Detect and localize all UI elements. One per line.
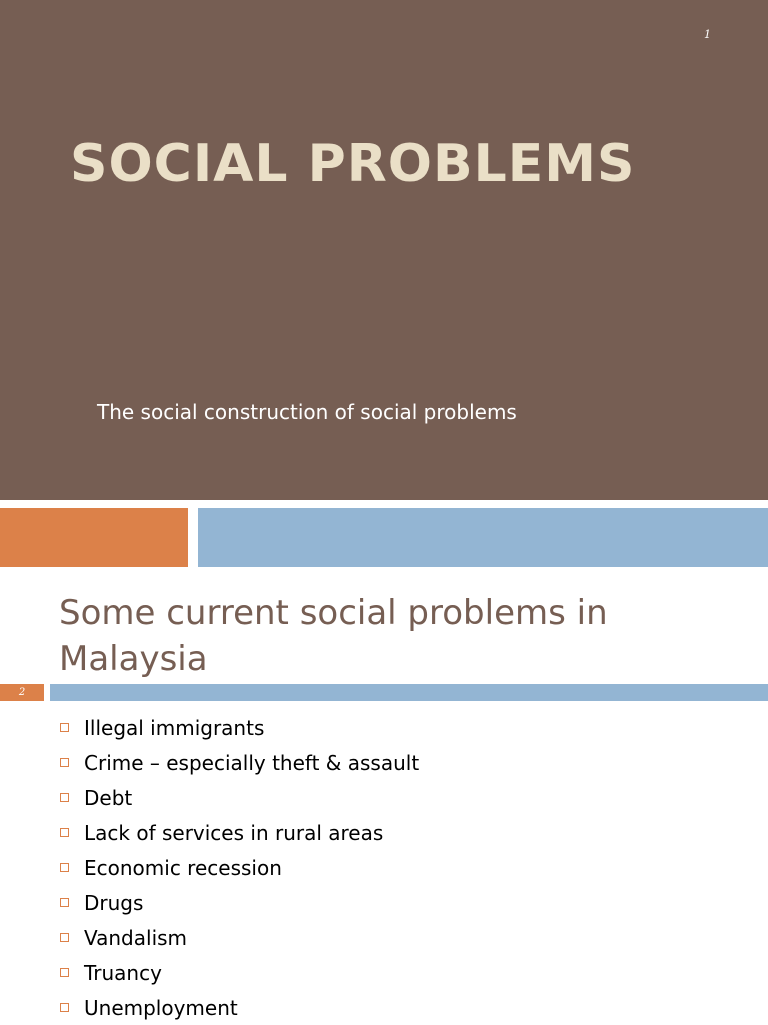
list-item (60, 955, 419, 990)
slide-divider (0, 500, 768, 508)
bullet-list (60, 710, 419, 1025)
slide-1 (0, 0, 768, 500)
list-item-text: Debt (84, 785, 133, 810)
list-item-text: Crime – especially theft & assault (84, 750, 420, 775)
square-bullet-icon (60, 898, 69, 907)
list-item (60, 815, 419, 850)
list-item (60, 885, 419, 920)
list-item-text: Unemployment (84, 995, 238, 1020)
list-item-text: Illegal immigrants (84, 715, 265, 740)
list-item (60, 780, 419, 815)
square-bullet-icon (60, 828, 69, 837)
square-bullet-icon (60, 1003, 69, 1012)
list-item (60, 745, 419, 780)
square-bullet-icon (60, 863, 69, 872)
slide-2-number: 2 (0, 684, 44, 701)
square-bullet-icon (60, 723, 69, 732)
square-bullet-icon (60, 793, 69, 802)
square-bullet-icon (60, 968, 69, 977)
list-item (60, 920, 419, 955)
list-item (60, 710, 419, 745)
slide-number: 1 (704, 28, 711, 41)
list-item (60, 850, 419, 885)
list-item (60, 990, 419, 1025)
slide-title: SOCIAL PROBLEMS (70, 134, 636, 194)
list-item-text: Truancy (84, 960, 162, 985)
slide-subtitle: The social construction of social problems (97, 400, 517, 424)
title-underline-bar (50, 684, 768, 701)
list-item-text: Lack of services in rural areas (84, 820, 384, 845)
slide-2-title: Some current social problems in Malaysia (59, 593, 608, 679)
list-item-text: Vandalism (84, 925, 188, 950)
list-item-text: Economic recession (84, 855, 282, 880)
list-item-text: Drugs (84, 890, 144, 915)
accent-bar-orange (0, 508, 188, 567)
square-bullet-icon (60, 933, 69, 942)
accent-bar-blue (198, 508, 768, 567)
square-bullet-icon (60, 758, 69, 767)
